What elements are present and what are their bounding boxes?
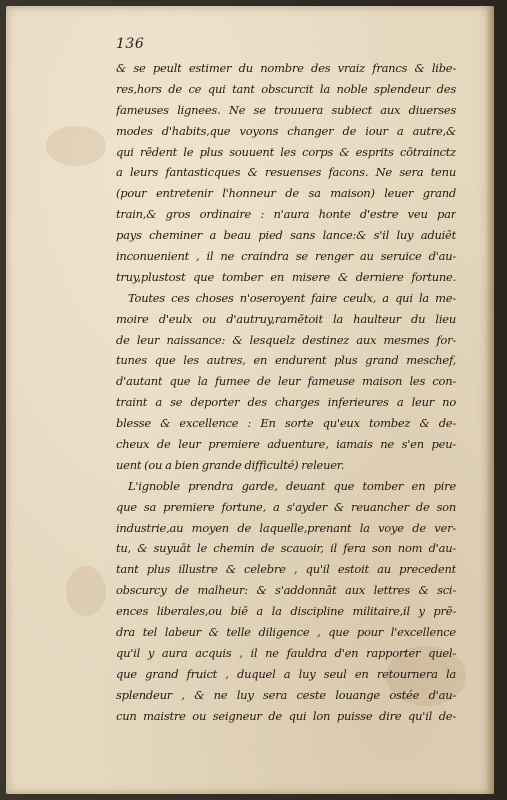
text-line: d'autant que la fumee de leur fameuse maison les con- xyxy=(116,374,456,389)
text-line: truy,plustost que tomber en misere & derniere fortune. xyxy=(116,269,456,284)
text-line: dra tel labeur & telle diligence , que pour l'excellence xyxy=(116,625,456,640)
paragraph-first-line: L'ignoble prendra garde, deuant que tomber en pire xyxy=(128,478,456,493)
text-line: pays cheminer a beau pied sans lance:& s'il luy aduiēt xyxy=(116,228,456,243)
text-line: uent (ou a bien grande difficulté) releuer. xyxy=(116,457,345,472)
text-line: a leurs fantasticques & resuenses facons. Ne sera tenu xyxy=(116,165,456,180)
page-gutter-shadow xyxy=(486,6,494,794)
text-line: & se peult estimer du nombre des vraiz francs & libe- xyxy=(116,61,456,75)
paper-stain xyxy=(46,126,106,166)
text-line: fameuses lignees. Ne se trouuera subiect aux diuerses xyxy=(116,102,456,117)
text-line: industrie,au moyen de laquelle,prenant la voye de ver- xyxy=(116,520,456,535)
text-line: modes d'habits,que voyons changer de iour a autre,& xyxy=(116,123,456,138)
text-line: moire d'eulx ou d'autruy,ramētoit la haulteur du lieu xyxy=(116,311,456,326)
text-line: cun maistre ou seigneur de qui lon puisse dire qu'il de- xyxy=(116,708,456,723)
text-line: que grand fruict , duquel a luy seul en retournera la xyxy=(116,666,456,681)
text-line: splendeur , & ne luy sera ceste louange ostée d'au- xyxy=(116,687,456,702)
text-line: inconuenient , il ne craindra se renger au seruice d'au- xyxy=(116,249,456,264)
text-line: tant plus illustre & celebre , qu'il estoit au precedent xyxy=(116,562,456,577)
text-line: (pour entretenir l'honneur de sa maison) leuer grand xyxy=(116,186,456,201)
text-line: qu'il y aura acquis , il ne fauldra d'en rapporter quel- xyxy=(116,645,456,660)
text-line: traint a se deporter des charges inferieures a leur no xyxy=(116,395,456,410)
text-line: tu, & suyuāt le chemin de scauoir, il fera son nom d'au- xyxy=(116,541,456,556)
paper-stain xyxy=(66,566,106,616)
paragraph-first-line: Toutes ces choses n'oseroyent faire ceulx, a qui la me- xyxy=(128,290,456,305)
text-line: tunes que les autres, en endurent plus grand meschef, xyxy=(116,353,456,368)
text-line: cheux de leur premiere aduenture, iamais ne s'en peu- xyxy=(116,437,456,452)
body-text xyxy=(116,58,456,727)
text-line: train,& gros ordinaire : n'aura honte d'estre veu par xyxy=(116,207,456,222)
text-line: obscurcy de malheur: & s'addonnāt aux lettres & sci- xyxy=(116,583,456,598)
text-line: de leur naissance: & lesquelz destinez aux mesmes for- xyxy=(116,332,456,347)
text-line: que sa premiere fortune, a s'ayder & reuancher de son xyxy=(116,499,456,514)
text-line: blesse & excellence : En sorte qu'eux tombez & de- xyxy=(116,416,456,431)
text-line: res,hors de ce qui tant obscurcit la noble splendeur des xyxy=(116,81,456,96)
text-line: qui rēdent le plus souuent les corps & esprits cōtrainctz xyxy=(116,144,456,159)
page-number: 136 xyxy=(116,36,145,52)
text-line: ences liberales,ou biē a la discipline militaire,il y prē- xyxy=(116,604,456,619)
